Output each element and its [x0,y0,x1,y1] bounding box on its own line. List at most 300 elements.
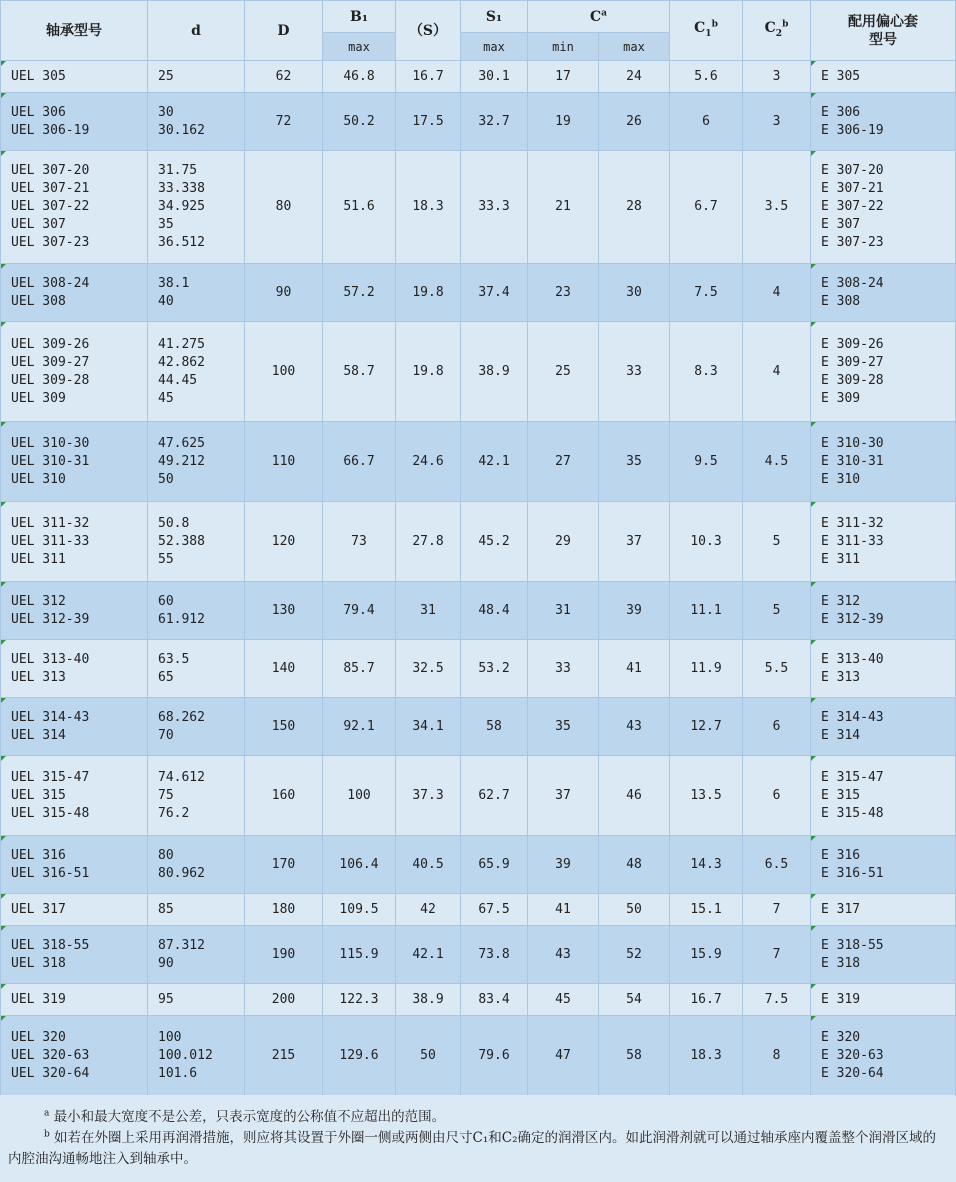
cell-C-min: 45 [528,984,599,1016]
cell-d [148,640,245,698]
cell-d [148,756,245,836]
cell-C2: 3 [743,93,811,151]
cell-bearing-type-line: UEL 307 [11,217,66,232]
cell-D: 90 [245,264,323,322]
cell-d-line: 80 [158,847,174,863]
cell-d-line: 55 [158,551,174,567]
header-B1: B₁ [323,1,396,33]
cell-bearing-type-line: UEL 314-43 [11,709,90,725]
cell-sleeve-type-line: E 310 [821,471,861,487]
table-row [1,640,956,698]
cell-sleeve-type-line: E 309 [821,390,861,406]
cell-C2: 5 [743,502,811,582]
cell-C-max: 58 [599,1016,670,1096]
cell-C-min: 23 [528,264,599,322]
cell-sleeve-type-line: E 318-55 [821,937,884,953]
cell-C2: 4.5 [743,422,811,502]
cell-C-max: 39 [599,582,670,640]
cell-bearing-type-line: UEL 309-27 [11,354,90,370]
cell-bearing-type-line: UEL 307-20 [11,163,90,178]
cell-bearing-type-line: UEL 310 [11,471,66,487]
cell-C-max: 35 [599,422,670,502]
cell-S1-max: 62.7 [461,756,528,836]
cell-C-max: 43 [599,698,670,756]
cell-S1-max: 48.4 [461,582,528,640]
cell-bearing-type-line: UEL 318-55 [11,937,90,953]
cell-sleeve-type [811,422,956,502]
cell-bearing-type-line: UEL 320 [11,1029,66,1045]
cell-d-line: 34.925 [158,199,205,214]
cell-B1-max: 58.7 [323,322,396,422]
cell-d-line: 38.1 [158,275,190,291]
cell-d-line: 30.162 [158,122,205,138]
cell-corner-mark [1,93,6,98]
table-body [1,61,956,1096]
cell-corner-mark [1,61,6,66]
cell-S: 37.3 [396,756,461,836]
cell-d [148,984,245,1016]
footnote-a: $^a$ 最小和最大宽度不是公差，只表示宽度的公称值不应超出的范围。 [44,1108,446,1125]
cell-S: 42.1 [396,926,461,984]
cell-sleeve-type [811,502,956,582]
cell-d-line: 74.612 [158,769,205,785]
cell-sleeve-type-line: E 311-33 [821,533,884,549]
table-row [1,756,956,836]
cell-d [148,926,245,984]
cell-d-line: 47.625 [158,435,205,451]
cell-d-line: 33.338 [158,181,205,196]
cell-B1-max: 129.6 [323,1016,396,1096]
cell-S: 24.6 [396,422,461,502]
cell-C-min: 29 [528,502,599,582]
cell-S: 42 [396,894,461,926]
cell-d-line: 101.6 [158,1065,198,1081]
cell-C1: 11.1 [670,582,743,640]
cell-corner-mark [1,926,6,931]
cell-sleeve-type-line: E 319 [821,991,861,1007]
cell-S1-max: 42.1 [461,422,528,502]
cell-bearing-type [1,698,148,756]
header-C1: $C_1^b$ [670,1,743,61]
cell-bearing-type [1,264,148,322]
cell-C2: 7 [743,926,811,984]
cell-D: 80 [245,151,323,264]
cell-d-line: 52.388 [158,533,205,549]
cell-bearing-type-line: UEL 309 [11,390,66,406]
cell-C1: 6.7 [670,151,743,264]
table-row [1,1016,956,1096]
cell-S1-max: 83.4 [461,984,528,1016]
cell-bearing-type [1,151,148,264]
cell-D: 110 [245,422,323,502]
cell-bearing-type [1,836,148,894]
cell-sleeve-type [811,926,956,984]
cell-S1-max: 58 [461,698,528,756]
cell-bearing-type [1,502,148,582]
table-row [1,698,956,756]
cell-B1-max: 79.4 [323,582,396,640]
cell-bearing-type-line: UEL 313 [11,669,66,685]
cell-bearing-type [1,640,148,698]
cell-B1-max: 115.9 [323,926,396,984]
cell-B1-max: 122.3 [323,984,396,1016]
header-C: $C^a$ [528,1,670,33]
cell-C-min: 33 [528,640,599,698]
footnote-b: $^b$ 如若在外圈上采用再润滑措施，则应将其设置于外圈一侧或两侧由尺寸C₁和C₂确定的润滑区内。如此润滑剂就可以通过轴承座内覆盖整个润滑区域的内腔油沟通畅地注入到轴承中。 [8,1129,937,1167]
cell-S: 19.8 [396,264,461,322]
cell-bearing-type [1,984,148,1016]
cell-B1-max: 66.7 [323,422,396,502]
cell-sleeve-type [811,264,956,322]
cell-C-min: 47 [528,1016,599,1096]
table-row [1,422,956,502]
cell-bearing-type-line: UEL 310-30 [11,435,90,451]
cell-B1-max: 57.2 [323,264,396,322]
cell-corner-mark [811,322,816,327]
cell-S1-max: 65.9 [461,836,528,894]
cell-bearing-type-line: UEL 320-63 [11,1047,90,1063]
cell-D: 140 [245,640,323,698]
cell-d-line: 65 [158,669,174,685]
cell-bearing-type-line: UEL 318 [11,955,66,971]
cell-d-line: 50.8 [158,515,190,531]
cell-S1-max: 45.2 [461,502,528,582]
cell-corner-mark [811,422,816,427]
cell-C1: 14.3 [670,836,743,894]
cell-corner-mark [1,756,6,761]
cell-S1-max: 32.7 [461,93,528,151]
cell-sleeve-type-line: E 316 [821,847,861,863]
cell-sleeve-type-line: E 313-40 [821,651,884,667]
header-D: D [245,1,323,61]
cell-C-min: 43 [528,926,599,984]
cell-d-line: 41.275 [158,336,205,352]
cell-sleeve-type [811,1016,956,1096]
cell-d-line: 30 [158,104,174,120]
cell-sleeve-type-line: E 309-28 [821,372,884,388]
cell-corner-mark [1,264,6,269]
cell-corner-mark [811,502,816,507]
cell-bearing-type-line: UEL 315-47 [11,769,90,785]
cell-bearing-type-line: UEL 319 [11,991,66,1007]
cell-C-max: 46 [599,756,670,836]
cell-d-line: 31.75 [158,163,198,178]
cell-bearing-type [1,582,148,640]
cell-C-min: 35 [528,698,599,756]
cell-bearing-type [1,894,148,926]
cell-D: 180 [245,894,323,926]
cell-sleeve-type [811,582,956,640]
cell-sleeve-type-line: E 314 [821,727,861,743]
cell-C-max: 37 [599,502,670,582]
cell-C-min: 25 [528,322,599,422]
cell-sleeve-type-line: E 307-20 [821,163,884,178]
cell-corner-mark [811,984,816,989]
cell-C-max: 24 [599,61,670,93]
cell-C1: 6 [670,93,743,151]
cell-d [148,698,245,756]
cell-C2: 6.5 [743,836,811,894]
cell-B1-max: 73 [323,502,396,582]
cell-D: 120 [245,502,323,582]
cell-bearing-type-line: UEL 309-28 [11,372,90,388]
header-C-max: max [599,33,670,61]
cell-sleeve-type [811,894,956,926]
cell-C2: 3.5 [743,151,811,264]
cell-S1-max: 73.8 [461,926,528,984]
cell-bearing-type-line: UEL 307-23 [11,235,90,250]
cell-corner-mark [1,151,6,156]
cell-C-min: 37 [528,756,599,836]
cell-d [148,264,245,322]
cell-sleeve-type-line: E 312-39 [821,611,884,627]
cell-S1-max: 67.5 [461,894,528,926]
cell-C1: 11.9 [670,640,743,698]
cell-d-line: 36.512 [158,235,205,250]
cell-C1: 16.7 [670,984,743,1016]
cell-S: 16.7 [396,61,461,93]
cell-C1: 10.3 [670,502,743,582]
cell-C1: 7.5 [670,264,743,322]
table-row [1,61,956,93]
cell-d [148,93,245,151]
cell-bearing-type [1,322,148,422]
cell-d-line: 25 [158,68,174,84]
table-row [1,151,956,264]
cell-sleeve-type-line: E 308-24 [821,275,884,291]
cell-sleeve-type-line: E 307-23 [821,235,884,250]
cell-bearing-type-line: UEL 315-48 [11,805,90,821]
cell-S: 50 [396,1016,461,1096]
cell-corner-mark [1,582,6,587]
cell-corner-mark [1,640,6,645]
cell-B1-max: 50.2 [323,93,396,151]
cell-d-line: 68.262 [158,709,205,725]
cell-d [148,61,245,93]
cell-C1: 5.6 [670,61,743,93]
table-row [1,502,956,582]
cell-bearing-type-line: UEL 314 [11,727,66,743]
cell-corner-mark [811,1016,816,1021]
cell-d-line: 75 [158,787,174,803]
cell-C1: 15.1 [670,894,743,926]
cell-S: 19.8 [396,322,461,422]
cell-B1-max: 109.5 [323,894,396,926]
cell-corner-mark [811,151,816,156]
cell-d-line: 35 [158,217,174,232]
cell-D: 170 [245,836,323,894]
cell-S: 38.9 [396,984,461,1016]
cell-C-max: 28 [599,151,670,264]
cell-sleeve-type-line: E 311 [821,551,861,567]
cell-C1: 13.5 [670,756,743,836]
cell-d [148,894,245,926]
cell-D: 130 [245,582,323,640]
cell-d-line: 87.312 [158,937,205,953]
cell-d-line: 80.962 [158,865,205,881]
table-row [1,836,956,894]
cell-bearing-type-line: UEL 311-32 [11,515,90,531]
cell-sleeve-type-line: E 308 [821,293,861,309]
cell-S1-max: 30.1 [461,61,528,93]
cell-sleeve-type-line: E 316-51 [821,865,884,881]
cell-sleeve-type [811,836,956,894]
cell-S: 17.5 [396,93,461,151]
cell-bearing-type-line: UEL 315 [11,787,66,803]
cell-corner-mark [1,1016,6,1021]
cell-corner-mark [1,322,6,327]
cell-d-line: 70 [158,727,174,743]
cell-C-max: 30 [599,264,670,322]
cell-S: 18.3 [396,151,461,264]
header-S: （S） [396,1,461,61]
cell-sleeve-type [811,984,956,1016]
cell-sleeve-type-line: E 315-47 [821,769,884,785]
cell-bearing-type-line: UEL 305 [11,68,66,84]
cell-d-line: 50 [158,471,174,487]
cell-d [148,582,245,640]
cell-sleeve-type-line: E 307 [821,217,861,232]
table-row [1,894,956,926]
cell-sleeve-type-line: E 312 [821,593,861,609]
cell-C1: 8.3 [670,322,743,422]
cell-B1-max: 85.7 [323,640,396,698]
cell-S1-max: 33.3 [461,151,528,264]
cell-C2: 8 [743,1016,811,1096]
cell-d [148,151,245,264]
cell-sleeve-type-line: E 307-21 [821,181,884,196]
cell-C1: 9.5 [670,422,743,502]
header-bearing-type: 轴承型号 [1,1,148,61]
cell-corner-mark [811,93,816,98]
cell-bearing-type [1,926,148,984]
cell-C-max: 54 [599,984,670,1016]
cell-d [148,836,245,894]
cell-D: 62 [245,61,323,93]
cell-bearing-type [1,422,148,502]
cell-sleeve-type-line: E 310-31 [821,453,884,469]
cell-C-max: 33 [599,322,670,422]
cell-B1-max: 51.6 [323,151,396,264]
cell-sleeve-type-line: E 320 [821,1029,861,1045]
cell-C-min: 17 [528,61,599,93]
cell-B1-max: 106.4 [323,836,396,894]
cell-C-max: 52 [599,926,670,984]
cell-C-max: 48 [599,836,670,894]
cell-corner-mark [1,984,6,989]
cell-D: 215 [245,1016,323,1096]
cell-d-line: 49.212 [158,453,205,469]
cell-bearing-type-line: UEL 307-22 [11,199,90,214]
cell-d [148,1016,245,1096]
cell-bearing-type-line: UEL 320-64 [11,1065,90,1081]
cell-bearing-type-line: UEL 312-39 [11,611,90,627]
cell-D: 72 [245,93,323,151]
cell-corner-mark [1,502,6,507]
cell-sleeve-type-line: E 317 [821,901,861,917]
cell-d-line: 95 [158,991,174,1007]
cell-C-min: 27 [528,422,599,502]
cell-bearing-type [1,93,148,151]
cell-C-max: 26 [599,93,670,151]
cell-S: 40.5 [396,836,461,894]
cell-d [148,502,245,582]
cell-corner-mark [811,836,816,841]
cell-corner-mark [811,640,816,645]
cell-d-line: 100 [158,1029,182,1045]
cell-corner-mark [1,894,6,899]
cell-d-line: 90 [158,955,174,971]
table-row [1,582,956,640]
cell-S1-max: 53.2 [461,640,528,698]
footnotes [0,1095,955,1181]
cell-d-line: 40 [158,293,174,309]
cell-S1-max: 37.4 [461,264,528,322]
cell-S: 31 [396,582,461,640]
cell-sleeve-type-line: E 315-48 [821,805,884,821]
cell-S1-max: 38.9 [461,322,528,422]
cell-D: 100 [245,322,323,422]
cell-C-max: 41 [599,640,670,698]
cell-D: 190 [245,926,323,984]
cell-sleeve-type-line: E 307-22 [821,199,884,214]
cell-corner-mark [1,836,6,841]
cell-d-line: 44.45 [158,372,198,388]
cell-d-line: 61.912 [158,611,205,627]
header-B1-max: max [323,33,396,61]
cell-C2: 6 [743,756,811,836]
cell-bearing-type-line: UEL 316-51 [11,865,90,881]
cell-C1: 12.7 [670,698,743,756]
cell-bearing-type [1,1016,148,1096]
cell-bearing-type-line: UEL 311-33 [11,533,90,549]
cell-bearing-type-line: UEL 306-19 [11,122,90,138]
cell-corner-mark [811,756,816,761]
cell-sleeve-type [811,322,956,422]
cell-bearing-type [1,61,148,93]
cell-bearing-type-line: UEL 316 [11,847,66,863]
header-C2: $C_2^b$ [743,1,811,61]
cell-corner-mark [811,698,816,703]
cell-B1-max: 100 [323,756,396,836]
table-row [1,264,956,322]
cell-corner-mark [811,264,816,269]
cell-d [148,322,245,422]
cell-d [148,422,245,502]
cell-sleeve-type-line: E 310-30 [821,435,884,451]
cell-bearing-type-line: UEL 306 [11,104,66,120]
cell-d-line: 76.2 [158,805,190,821]
cell-sleeve-type-line: E 315 [821,787,861,803]
cell-d-line: 63.5 [158,651,190,667]
table-header [1,1,956,61]
cell-sleeve-type [811,640,956,698]
cell-d-line: 100.012 [158,1047,213,1063]
cell-bearing-type-line: UEL 317 [11,901,66,917]
cell-C-min: 41 [528,894,599,926]
cell-C-min: 21 [528,151,599,264]
table-row [1,93,956,151]
cell-C-min: 19 [528,93,599,151]
cell-corner-mark [811,61,816,66]
cell-d-line: 42.862 [158,354,205,370]
cell-sleeve-type-line: E 309-26 [821,336,884,352]
cell-D: 160 [245,756,323,836]
cell-C2: 4 [743,264,811,322]
cell-C1: 18.3 [670,1016,743,1096]
cell-C2: 7 [743,894,811,926]
cell-bearing-type-line: UEL 308-24 [11,275,90,291]
